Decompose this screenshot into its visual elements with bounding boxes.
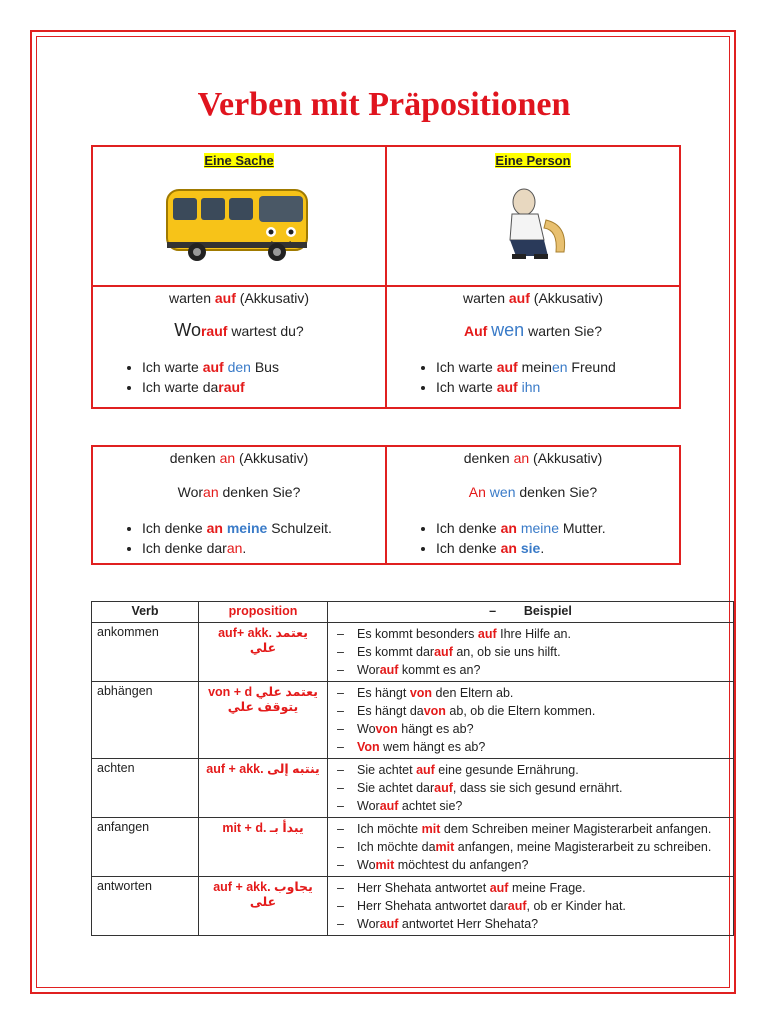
preposition: an [500, 520, 517, 536]
article: meine [520, 520, 559, 536]
sentence-text: Ich möchte da [357, 840, 436, 854]
example-text: . [540, 540, 545, 556]
preposition: auf [496, 379, 518, 395]
preposition: auf [477, 627, 497, 641]
table-row [92, 623, 734, 682]
preposition: auf [489, 881, 509, 895]
example-sentence [333, 856, 728, 874]
dash-bullet: – [337, 917, 344, 931]
question-wen: wen [491, 320, 525, 340]
verb-text: denken [463, 450, 510, 466]
sentence-text: antwortet Herr Shehata? [398, 917, 539, 931]
example-item [142, 357, 384, 377]
example-sentence [333, 702, 728, 720]
verb-text: denken [169, 450, 216, 466]
example-text: Ich denke [436, 540, 501, 556]
example-item [436, 538, 678, 558]
sentence-text: Sie achtet [357, 763, 417, 777]
dash-bullet: – [337, 799, 344, 813]
verb-cell: achten [92, 759, 199, 818]
question-wo: Wor [177, 484, 204, 500]
example-list [94, 518, 384, 558]
preposition: auf [202, 359, 224, 375]
example-text: Ich warte [436, 379, 497, 395]
dash-bullet: – [337, 822, 344, 836]
question-prep: Auf [463, 323, 488, 339]
question-rest: warten Sie? [524, 323, 603, 339]
denken-an-table [91, 445, 681, 565]
question-rest: denken Sie? [515, 484, 598, 500]
dash-bullet: – [337, 686, 344, 700]
question-prep: an [203, 484, 219, 500]
dash-bullet: – [337, 645, 344, 659]
question [388, 484, 678, 500]
sentence-text: , ob er Kinder hat. [526, 899, 626, 913]
example-text: Ich denke da [142, 540, 223, 556]
dash-bullet: – [337, 627, 344, 641]
preposition: auf [508, 290, 530, 306]
examples-cell [328, 818, 734, 877]
question-rest: denken Sie? [218, 484, 301, 500]
pronoun: sie [520, 540, 541, 556]
sentence-text: Wor [357, 663, 380, 677]
table-row [92, 877, 734, 936]
article: den [227, 359, 251, 375]
table-row [92, 759, 734, 818]
dash-bullet: – [337, 722, 344, 736]
dash-bullet: – [337, 740, 344, 754]
verb-cell: abhängen [92, 682, 199, 759]
sentence-text: achtet sie? [398, 799, 463, 813]
table-row [92, 682, 734, 759]
verb-cell: anfangen [92, 818, 199, 877]
examples-cell [328, 682, 734, 759]
warten-auf-sache-cell [92, 286, 386, 408]
article: meine [226, 520, 268, 536]
example-sentence [333, 779, 728, 797]
bus-illustration [159, 180, 319, 270]
example-item [142, 538, 384, 558]
preposition: an [219, 450, 236, 466]
example-item [436, 357, 678, 377]
example-sentence [333, 738, 728, 756]
example-sentence [333, 643, 728, 661]
sentence-text: den Eltern ab. [432, 686, 514, 700]
example-list [388, 357, 678, 397]
example-item [142, 377, 384, 397]
dash-bullet: – [337, 858, 344, 872]
dash-bullet: – [337, 881, 344, 895]
header-beispiel [328, 602, 734, 623]
example-text: Ich warte da [142, 379, 219, 395]
sentence-text: Sie achtet dar [357, 781, 435, 795]
preposition-cell: auf + akk. يجاوب على [199, 877, 328, 936]
sentence-text: Wor [357, 917, 380, 931]
table-row [92, 818, 734, 877]
examples-cell [328, 623, 734, 682]
dash-bullet: – [337, 704, 344, 718]
sentence-text: möchtest du anfangen? [394, 858, 529, 872]
example-list [388, 518, 678, 558]
eine-sache-header: Eine Sache [204, 153, 274, 168]
preposition: von [423, 704, 446, 718]
preposition: rauf [218, 379, 245, 395]
examples-cell [328, 877, 734, 936]
examples-cell [328, 759, 734, 818]
example-item [142, 518, 384, 538]
example-item [436, 518, 678, 538]
pronoun: ihn [521, 379, 541, 395]
example-sentence [333, 720, 728, 738]
eine-sache-cell [92, 146, 386, 286]
preposition: an [226, 540, 243, 556]
example-sentence [333, 820, 728, 838]
question-wo: Wo [174, 320, 201, 340]
sentence-text: ab, ob die Eltern kommen. [445, 704, 596, 718]
preposition: mit [375, 858, 395, 872]
example-item [436, 377, 678, 397]
preposition-cell: von + d يعتمد علي يتوقف علي [199, 682, 328, 759]
preposition-cell: auf+ akk. يعتمد علي [199, 623, 328, 682]
preposition: auf [507, 899, 527, 913]
warten-auf-person-cell [386, 286, 680, 408]
sentence-text: anfangen, meine Magisterarbeit zu schreiben. [454, 840, 712, 854]
preposition: von [409, 686, 433, 700]
verb-text: warten [462, 290, 505, 306]
header-beispiel-label: Beispiel [523, 604, 572, 618]
preposition: an [513, 450, 530, 466]
denken-an-person-cell [386, 446, 680, 564]
sentence-text: Herr Shehata antwortet [357, 881, 490, 895]
example-text: r [222, 540, 227, 556]
preposition-cell: mit + d. يبدأ بـ [199, 818, 328, 877]
preposition: auf [434, 781, 453, 795]
sentence-text: Ihre Hilfe an. [496, 627, 571, 641]
example-text: Ich warte [436, 359, 497, 375]
preposition: mit [421, 822, 441, 836]
sentence-text: Es hängt da [357, 704, 424, 718]
dash-bullet: – [337, 663, 344, 677]
question-wen: wen [489, 484, 516, 500]
question [94, 484, 384, 500]
dash-bullet: – [337, 899, 344, 913]
warten-auf-table [91, 145, 681, 409]
sentence-text: dem Schreiben meiner Magisterarbeit anfangen. [440, 822, 712, 836]
waiting-person-illustration [488, 180, 578, 270]
dash-bullet: – [337, 840, 344, 854]
example-list [94, 357, 384, 397]
example-text: Ich warte [142, 359, 203, 375]
question-prep: An [468, 484, 486, 500]
preposition: von [375, 722, 398, 736]
example-text: Ich denke [142, 520, 207, 536]
eine-person-header: Eine Person [495, 153, 571, 168]
question [388, 320, 678, 341]
example-sentence [333, 661, 728, 679]
preposition: an [206, 520, 223, 536]
sentence-text: an, ob sie uns hilft. [452, 645, 561, 659]
preposition: auf [496, 359, 518, 375]
example-sentence [333, 915, 728, 933]
preposition: auf [434, 645, 453, 659]
example-sentence [333, 897, 728, 915]
sentence-text: Wor [357, 799, 380, 813]
case-text: (Akkusativ) [533, 450, 603, 466]
preposition: auf [379, 663, 399, 677]
verb-cell: antworten [92, 877, 199, 936]
example-text: Freund [567, 359, 616, 375]
preposition: Von [357, 740, 380, 754]
example-sentence [333, 625, 728, 643]
example-text: Schulzeit. [267, 520, 332, 536]
header-proposition: proposition [199, 602, 328, 623]
example-list [333, 761, 728, 815]
preposition: mit [435, 840, 455, 854]
verb-preposition-table [91, 601, 734, 936]
example-text: Mutter. [558, 520, 606, 536]
sentence-text: Es kommt besonders [357, 627, 478, 641]
example-text: mein [517, 359, 552, 375]
example-list [333, 684, 728, 756]
sentence-text: Ich möchte [357, 822, 422, 836]
table-header-row [92, 602, 734, 623]
sentence-text: Es hängt [357, 686, 410, 700]
example-sentence [333, 797, 728, 815]
sentence-text: meine Frage. [508, 881, 586, 895]
sentence-text: , dass sie sich gesund ernährt. [452, 781, 623, 795]
question-rest: wartest du? [227, 323, 304, 339]
example-text: . [242, 540, 247, 556]
question-prep: rauf [200, 323, 228, 339]
sentence-text: Es kommt dar [357, 645, 435, 659]
example-list [333, 879, 728, 933]
header-verb: Verb [92, 602, 199, 623]
verb-cell: ankommen [92, 623, 199, 682]
sentence-text: hängt es ab? [397, 722, 474, 736]
verb-text: warten [168, 290, 211, 306]
example-sentence [333, 879, 728, 897]
example-sentence [333, 684, 728, 702]
sentence-text: wem hängt es ab? [379, 740, 486, 754]
preposition: auf [214, 290, 236, 306]
preposition: auf [416, 763, 435, 777]
question [94, 320, 384, 341]
example-list [333, 625, 728, 679]
example-sentence [333, 838, 728, 856]
preposition: an [500, 540, 517, 556]
page-title: Verben mit Präpositionen [197, 86, 571, 123]
example-text: Bus [250, 359, 279, 375]
preposition-cell: auf + akk. ينتبه إلى [199, 759, 328, 818]
denken-an-sache-cell [92, 446, 386, 564]
case-text: (Akkusativ) [239, 450, 309, 466]
sentence-text: Herr Shehata antwortet dar [357, 899, 508, 913]
sentence-text: Wo [357, 722, 376, 736]
case-text: (Akkusativ) [239, 290, 310, 306]
example-list [333, 820, 728, 874]
preposition: auf [379, 917, 399, 931]
eine-person-cell [386, 146, 680, 286]
example-text: Ich denke [436, 520, 501, 536]
sentence-text: Wo [357, 858, 376, 872]
sentence-text: kommt es an? [398, 663, 481, 677]
dash-bullet: – [337, 781, 344, 795]
header-dash: – [489, 604, 497, 618]
example-sentence [333, 761, 728, 779]
case-text: (Akkusativ) [533, 290, 604, 306]
sentence-text: eine gesunde Ernährung. [434, 763, 579, 777]
dash-bullet: – [337, 763, 344, 777]
ending: en [551, 359, 568, 375]
preposition: auf [379, 799, 399, 813]
